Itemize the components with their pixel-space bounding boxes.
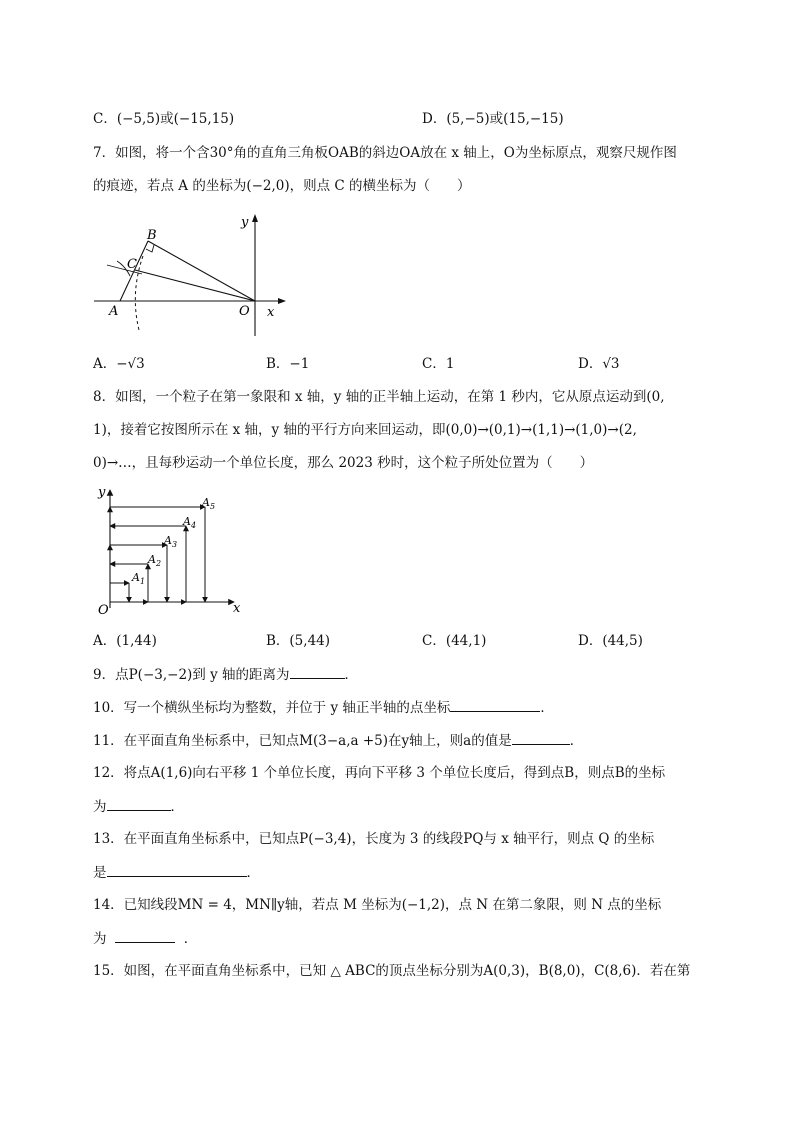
q8-label-A5: $A_5$ [202,496,216,511]
q8-label-A2: $A_2$ [148,553,162,568]
q7-segment-CO [135,270,255,301]
q8-stem-line3: 0)→…，且每秒运动一个单位长度，那么 2023 秒时，这个粒子所处位置为（ ） [93,455,594,471]
q10-stem: 10．写一个横纵坐标均为整数，并位于 y 轴正半轴的点坐标 ． [93,700,554,716]
q8-stem-line2: 1)，接着它按图所示在 x 轴，y 轴的平行方向来回运动，即(0,0)→(0,1)→(1,1)→(1,0)→(2, [93,422,637,438]
q7-label-y: y [241,215,249,230]
q7-right-angle-mark [146,245,154,252]
q14-stem-line1: 14．已知线段MN = 4，MN∥y轴，若点 M 坐标为(−1,2)，点 N 在第二象限，则 N 点的坐标 [93,897,662,913]
q8-label-x: x [233,601,241,616]
q11-answer-blank[interactable] [512,731,570,745]
q7-side-BO [148,241,255,301]
q15-stem-line1: 15．如图，在平面直角坐标系中，已知 △ ABC的顶点坐标分别为A(0,3)，B(8,0)，C(8,6)．若在第 [93,963,691,979]
q7-x-axis-arrow [278,298,286,304]
q7-label-B: B [147,228,157,243]
q6-option-d: D．(5,−5)或(15,−15) [422,111,564,127]
q7-figure [90,208,290,343]
q8-label-A3: $A_3$ [164,534,178,549]
q8-option-a: A．(1,44) [93,633,157,649]
q9-answer-blank[interactable] [290,665,345,679]
q13-stem-line2: 是 ． [93,865,260,881]
q11-stem: 11．在平面直角坐标系中，已知点M(3−a,a +5)在y轴上，则a的值是 ． [93,733,584,749]
q7-label-C: C [127,257,137,272]
q13-stem-line1: 13．在平面直角坐标系中，已知点P(−3,4)，长度为 3 的线段PQ与 x 轴平行，则点 Q 的坐标 [93,831,655,847]
q8-label-O: O [98,603,109,618]
q7-label-O: O [239,304,250,319]
q8-label-y: y [98,485,106,500]
q7-option-c: C．1 [422,356,455,372]
q10-answer-blank[interactable] [450,698,540,712]
q12-answer-blank[interactable] [107,797,171,811]
q12-stem-line2: 为 ． [93,799,184,815]
q7-option-d: D．√3 [578,356,620,372]
q13-answer-blank[interactable] [107,863,247,877]
q14-answer-blank[interactable] [115,929,175,943]
q8-point-labels [131,496,215,586]
q7-option-b: B．−1 [266,356,310,372]
q7-stem-line1: 7．如图，将一个含30°角的直角三角板OAB的斜边OA放在 x 轴上，O为坐标原点，观察尺规作图 [93,145,677,161]
q9-stem: 9．点P(−3,−2)到 y 轴的距离为 ． [93,667,359,683]
q8-label-A4: $A_4$ [183,515,197,530]
q14-stem-line2: 为 ． [93,931,198,947]
q8-option-d: D．(44,5) [578,633,643,649]
q7-option-a: A．−√3 [93,356,145,372]
q8-option-b: B．(5,44) [266,633,331,649]
q12-stem-line1: 12．将点A(1,6)向右平移 1 个单位长度，再向下平移 3 个单位长度后，得到点B，则点B的坐标 [93,765,666,781]
q8-stem-line1: 8．如图，一个粒子在第一象限和 x 轴，y 轴的正半轴上运动，在第 1 秒内，它从原点运动到(0, [93,389,665,405]
q8-label-A1: $A_1$ [132,571,146,586]
q7-stem-line2: 的痕迹，若点 A 的坐标为(−2,0)，则点 C 的横坐标为（ ） [93,178,471,194]
q8-option-c: C．(44,1) [422,633,487,649]
q8-figure [90,480,250,620]
q7-label-x: x [267,305,275,320]
q6-option-c: C．(−5,5)或(−15,15) [93,111,235,127]
q7-y-axis-arrow [252,214,258,222]
q7-label-A: A [109,304,119,319]
